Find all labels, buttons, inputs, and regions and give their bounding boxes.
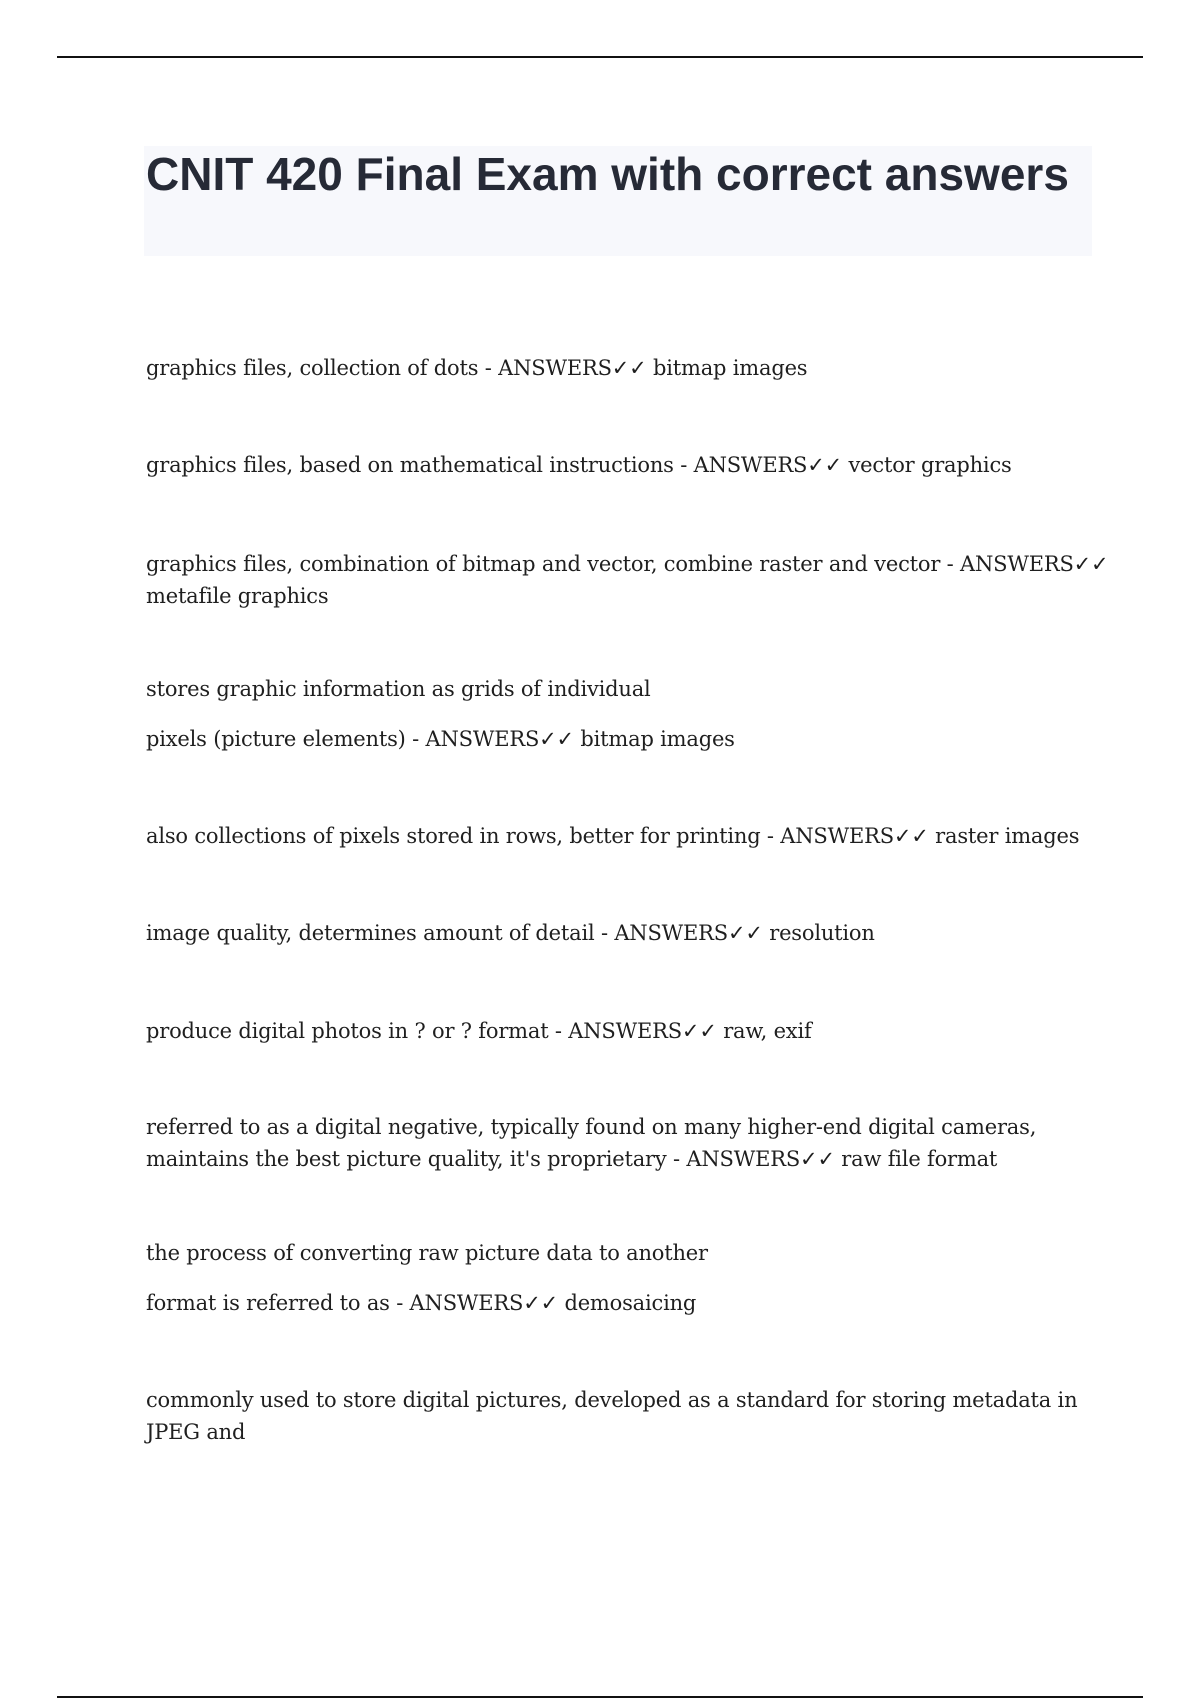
qa-line: produce digital photos in ? or ? format - ANSWERS✓✓ raw, exif [146, 1019, 812, 1043]
qa-line: graphics files, based on mathematical instructions - ANSWERS✓✓ vector graphics [146, 453, 1012, 477]
qa-line: also collections of pixels stored in rows, better for printing - ANSWERS✓✓ raster images [146, 824, 1080, 848]
qa-line: maintains the best picture quality, it's proprietary - ANSWERS✓✓ raw file format [146, 1147, 998, 1171]
page-title: CNIT 420 Final Exam with correct answers [146, 148, 1069, 200]
qa-line: image quality, determines amount of detail - ANSWERS✓✓ resolution [146, 921, 875, 945]
qa-line: referred to as a digital negative, typically found on many higher-end digital cameras, [146, 1115, 1037, 1139]
qa-line: stores graphic information as grids of individual [146, 677, 651, 701]
qa-line: metafile graphics [146, 584, 329, 608]
qa-line: JPEG and [146, 1420, 246, 1444]
qa-content [146, 0, 1109, 1700]
qa-line: graphics files, combination of bitmap and vector, combine raster and vector - ANSWERS✓✓ [146, 552, 1109, 576]
qa-line: format is referred to as - ANSWERS✓✓ demosaicing [146, 1291, 697, 1315]
bottom-rule [57, 1696, 1143, 1698]
qa-line: graphics files, collection of dots - ANSWERS✓✓ bitmap images [146, 356, 808, 380]
qa-line: the process of converting raw picture data to another [146, 1241, 708, 1265]
qa-line: commonly used to store digital pictures, developed as a standard for storing metadata in [146, 1388, 1078, 1412]
qa-line: pixels (picture elements) - ANSWERS✓✓ bitmap images [146, 727, 735, 751]
